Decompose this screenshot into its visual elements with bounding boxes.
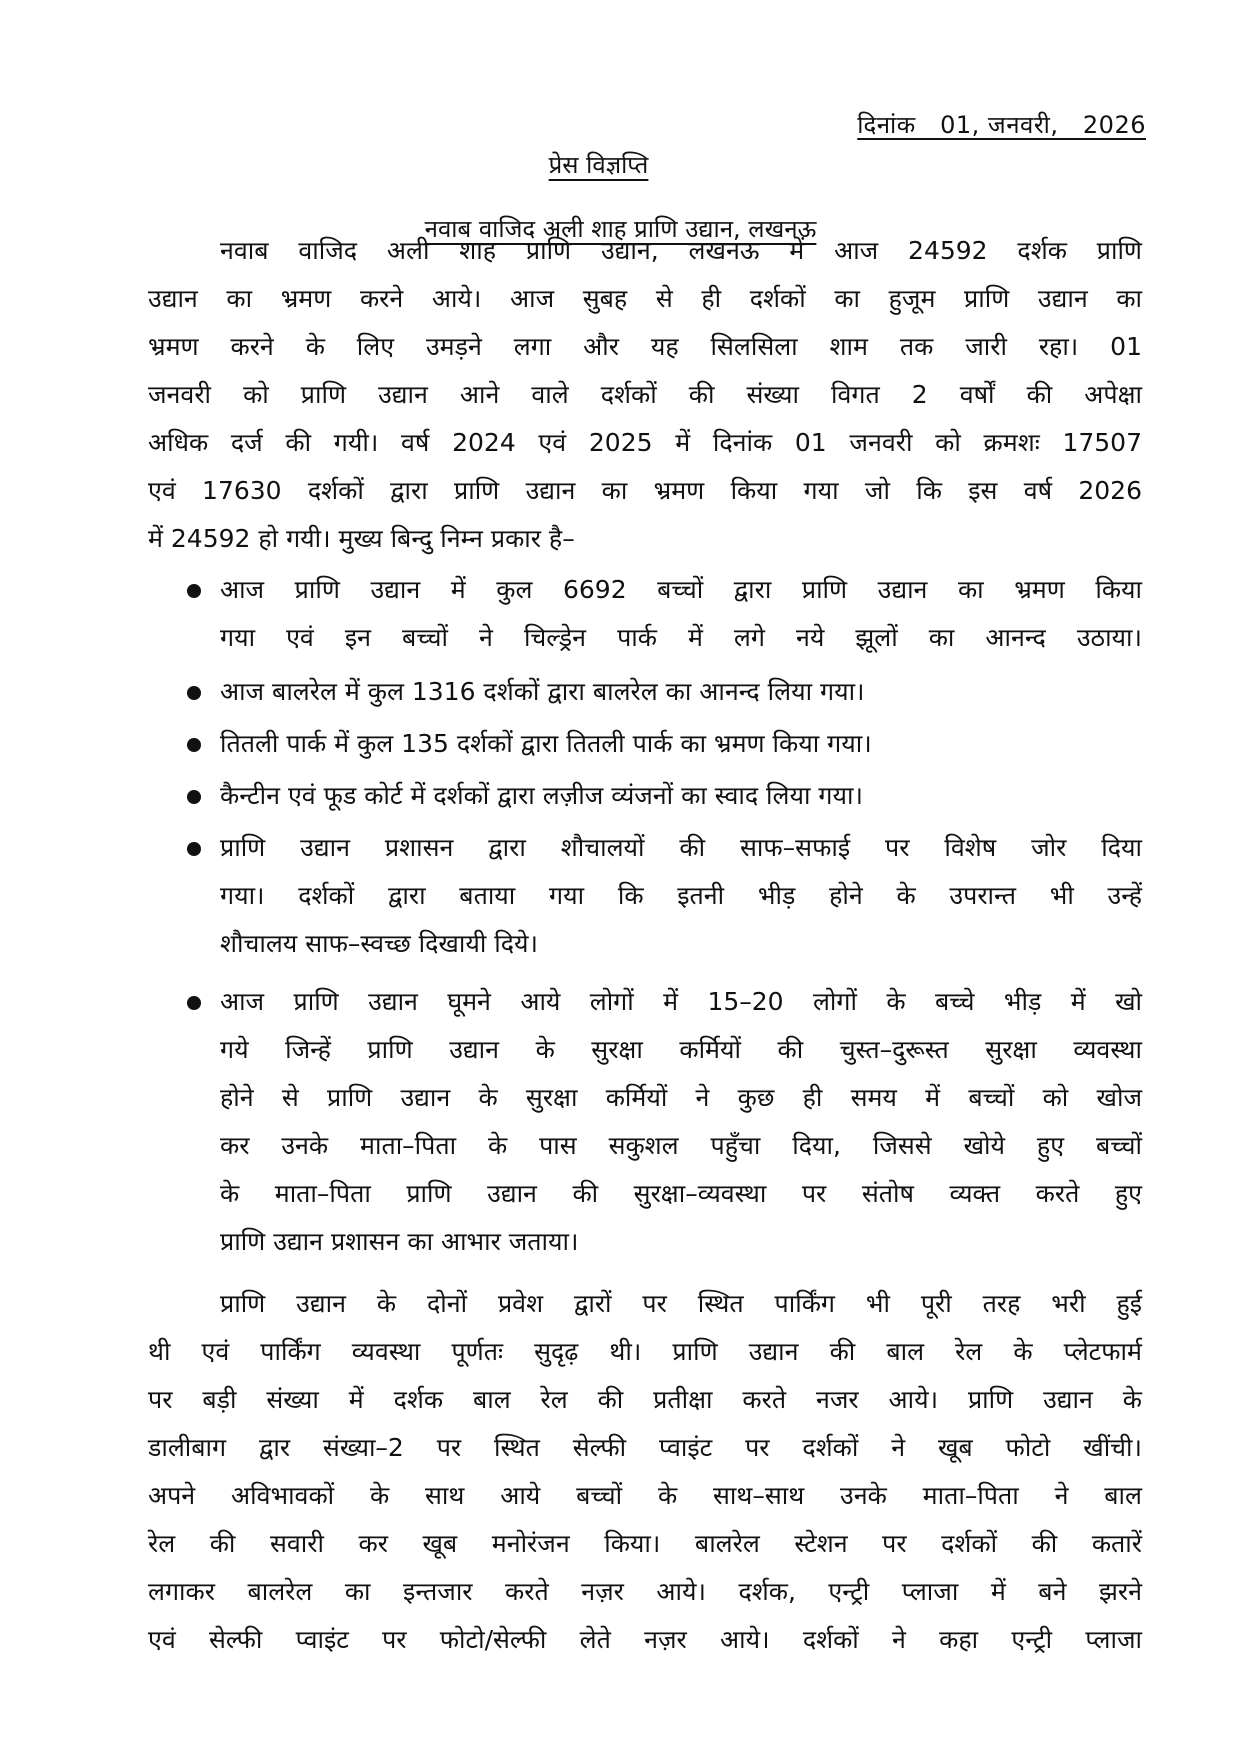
text-line: अधिक दर्ज की गयी। वर्ष 2024 एवं 2025 में दिनांक 01 जनवरी को क्रमशः 17507 (148, 428, 1142, 457)
text-line: एवं 17630 दर्शकों द्वारा प्राणि उद्यान का भ्रमण किया गया जो कि इस वर्ष 2026 (148, 476, 1142, 505)
bullet-icon (187, 686, 201, 700)
text-line: आज बालरेल में कुल 1316 दर्शकों द्वारा बालरेल का आनन्द लिया गया। (220, 677, 865, 706)
text-line: नवाब वाजिद अली शाह प्राणि उद्यान, लखनऊ में आज 24592 दर्शक प्राणि (220, 236, 1142, 265)
text-line: आज प्राणि उद्यान में कुल 6692 बच्चों द्वारा प्राणि उद्यान का भ्रमण किया (220, 575, 1142, 604)
text-line: शौचालय साफ–स्वच्छ दिखायी दिये। (220, 929, 538, 958)
text-line: प्राणि उद्यान प्रशासन द्वारा शौचालयों की साफ–सफाई पर विशेष जोर दिया (220, 833, 1142, 862)
release-date: दिनांक 01, जनवरी, 2026 (857, 111, 1146, 139)
text-line: तितली पार्क में कुल 135 दर्शकों द्वारा तितली पार्क का भ्रमण किया गया। (220, 729, 872, 758)
bullet-icon (187, 584, 201, 598)
bullet-icon (187, 996, 201, 1010)
text-line: उद्यान का भ्रमण करने आये। आज सुबह से ही दर्शकों का हुजूम प्राणि उद्यान का (148, 284, 1142, 313)
text-line: रेल की सवारी कर खूब मनोरंजन किया। बालरेल स्टेशन पर दर्शकों की कतारें (148, 1529, 1142, 1558)
text-line: एवं सेल्फी प्वाइंट पर फोटो/सेल्फी लेते नज़र आये। दर्शकों ने कहा एन्ट्री प्लाजा (148, 1625, 1142, 1654)
text-line: कैन्टीन एवं फूड कोर्ट में दर्शकों द्वारा लज़ीज व्यंजनों का स्वाद लिया गया। (220, 781, 863, 810)
text-line: के माता–पिता प्राणि उद्यान की सुरक्षा–व्यवस्था पर संतोष व्यक्त करते हुए (220, 1179, 1142, 1208)
text-line: लगाकर बालरेल का इन्तजार करते नज़र आये। दर्शक, एन्ट्री प्लाजा में बने झरने (148, 1577, 1142, 1606)
text-line: पर बड़ी संख्या में दर्शक बाल रेल की प्रतीक्षा करते नजर आये। प्राणि उद्यान के (148, 1385, 1142, 1414)
bullet-icon (187, 738, 201, 752)
text-line: जनवरी को प्राणि उद्यान आने वाले दर्शकों की संख्या विगत 2 वर्षों की अपेक्षा (148, 380, 1142, 409)
text-line: आज प्राणि उद्यान घूमने आये लोगों में 15–20 लोगों के बच्चे भीड़ में खो (220, 987, 1142, 1016)
document-title: प्रेस विज्ञप्ति (548, 151, 649, 179)
text-line: कर उनके माता–पिता के पास सकुशल पहुँचा दिया, जिससे खोये हुए बच्चों (220, 1131, 1142, 1160)
text-line: गया एवं इन बच्चों ने चिल्ड्रेन पार्क में लगे नये झूलों का आनन्द उठाया। (220, 623, 1142, 652)
text-line: भ्रमण करने के लिए उमड़ने लगा और यह सिलसिला शाम तक जारी रहा। 01 (148, 332, 1142, 361)
text-line: गये जिन्हें प्राणि उद्यान के सुरक्षा कर्मियों की चुस्त–दुरूस्त सुरक्षा व्यवस्था (220, 1035, 1142, 1064)
text-line: गया। दर्शकों द्वारा बताया गया कि इतनी भीड़ होने के उपरान्त भी उन्हें (220, 881, 1142, 910)
text-line: होने से प्राणि उद्यान के सुरक्षा कर्मियों ने कुछ ही समय में बच्चों को खोज (220, 1083, 1142, 1112)
text-line: थी एवं पार्किंग व्यवस्था पूर्णतः सुदृढ़ थी। प्राणि उद्यान की बाल रेल के प्लेटफार्म (148, 1337, 1142, 1366)
zoo-name-heading: नवाब वाजिद अली शाह प्राणि उद्यान, लखनऊ (424, 215, 817, 243)
text-line: प्राणि उद्यान प्रशासन का आभार जताया। (220, 1227, 579, 1256)
text-line: प्राणि उद्यान के दोनों प्रवेश द्वारों पर स्थित पार्किंग भी पूरी तरह भरी हुई (220, 1289, 1142, 1318)
bullet-icon (187, 790, 201, 804)
text-line: डालीबाग द्वार संख्या–2 पर स्थित सेल्फी प्वाइंट पर दर्शकों ने खूब फोटो खींची। (148, 1433, 1142, 1462)
text-line: में 24592 हो गयी। मुख्य बिन्दु निम्न प्रकार है– (148, 524, 575, 553)
text-line: अपने अविभावकों के साथ आये बच्चों के साथ–साथ उनके माता–पिता ने बाल (148, 1481, 1142, 1510)
bullet-icon (187, 842, 201, 856)
